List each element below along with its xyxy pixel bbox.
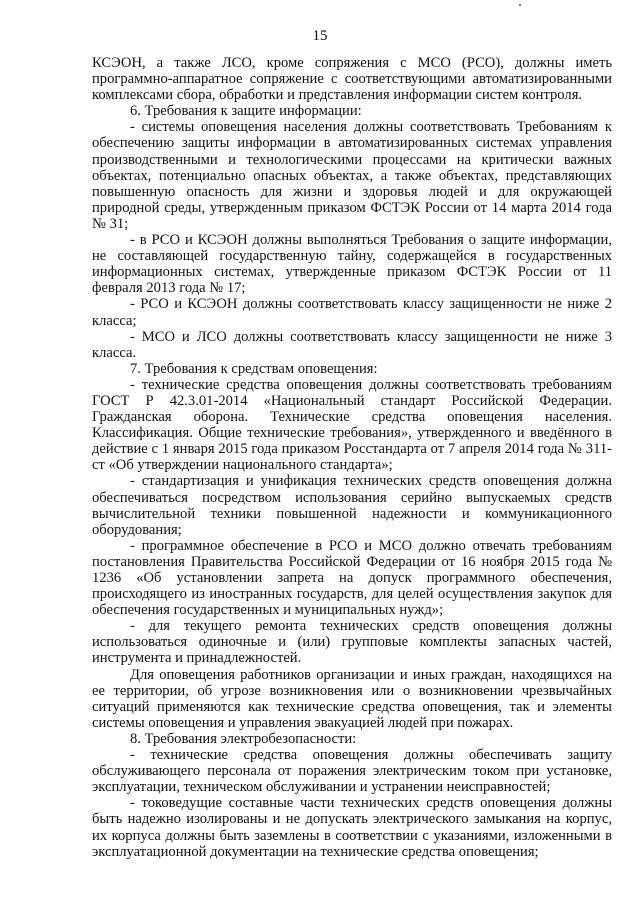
- section-heading-information-protection: 6. Требования к защите информации:: [130, 103, 362, 120]
- list-item: - МСО и ЛСО должны соответствовать классу защищенности не ниже 3 класса.: [92, 328, 612, 361]
- paragraph: Для оповещения работников организации и иных граждан, находящихся на ее территории, об угрозе возникновения или о возникновении чрезвычайных ситуаций применяются как технические средства оповещения, так и элементы системы оповещения и управления эвакуацией людей при пожарах.: [92, 666, 612, 731]
- page-number: 15: [312, 28, 328, 44]
- list-item: - системы оповещения населения должны соответствовать Требованиям к обеспечению защиты информации в автоматизированных системах управления производственными и технологическими процессами на критически важных объектах, потенциально опасных объектах, а также объектах, представляющих повышенную опасность для жизни и здоровья людей и для окружающей природной среды, утвержденным приказом ФСТЭК России от 14 марта 2014 года № 31;: [92, 119, 612, 232]
- list-item: - в РСО и КСЭОН должны выполняться Требования о защите информации, не составляющей государственную тайну, содержащейся в государственных информационных системах, утвержденные приказом ФСТЭК России от 11 февраля 2013 года № 17;: [92, 232, 612, 297]
- section-heading-warning-equipment: 7. Требования к средствам оповещения:: [130, 360, 378, 377]
- list-item: - РСО и КСЭОН должны соответствовать классу защищенности не ниже 2 класса;: [92, 296, 612, 329]
- document-body: [92, 55, 612, 860]
- list-item: - технические средства оповещения должны обеспечивать защиту обслуживающего персонала от поражения электрическим током при установке, эксплуатации, техническом обслуживании и устранении неисправностей;: [92, 747, 612, 796]
- section-heading-electrical-safety: 8. Требования электробезопасности:: [130, 730, 357, 747]
- list-item: - программное обеспечение в РСО и МСО должно отвечать требованиям постановления Правительства Российской Федерации от 16 ноября 2015 года № 1236 «Об установлении запрета на допуск программного обеспечения, происходящего из иностранных государств, для целей осуществления закупок для обеспечения государственных и муниципальных нужд»;: [92, 537, 612, 619]
- list-item: - стандартизация и унификация технических средств оповещения должна обеспечиваться посредством использования серийно выпускаемых средств вычислительной техники повышенной надежности и коммуникационного оборудования;: [92, 473, 612, 538]
- list-item: - токоведущие составные части технических средств оповещения должны быть надежно изолированы и не допускать электрического замыкания на корпус, их корпуса должны быть заземлены в соответствии с указаниями, изложенными в эксплуатационной документации на технические средства оповещения;: [92, 795, 612, 860]
- list-item: - технические средства оповещения должны соответствовать требованиям ГОСТ Р 42.3.01-2014 «Национальный стандарт Российской Федерации. Гражданская оборона. Технические средства оповещения населения. Классификация. Общие технические требования», утвержденного и введённого в действие с 1 января 2015 года приказом Росстандарта от 7 апреля 2014 года № 311-ст «Об утверждении национального стандарта»;: [92, 376, 612, 474]
- paragraph-continuation: КСЭОН, а также ЛСО, кроме сопряжения с МСО (РСО), должны иметь программно-аппаратное сопряжение с соответствующими автоматизированными комплексами сбора, обработки и представления информации систем контроля.: [92, 55, 612, 104]
- list-item: - для текущего ремонта технических средств оповещения должны использоваться одиночные и (или) групповые комплекты запасных частей, инструмента и принадлежностей.: [92, 618, 612, 667]
- scan-artifact-dot: [519, 4, 521, 6]
